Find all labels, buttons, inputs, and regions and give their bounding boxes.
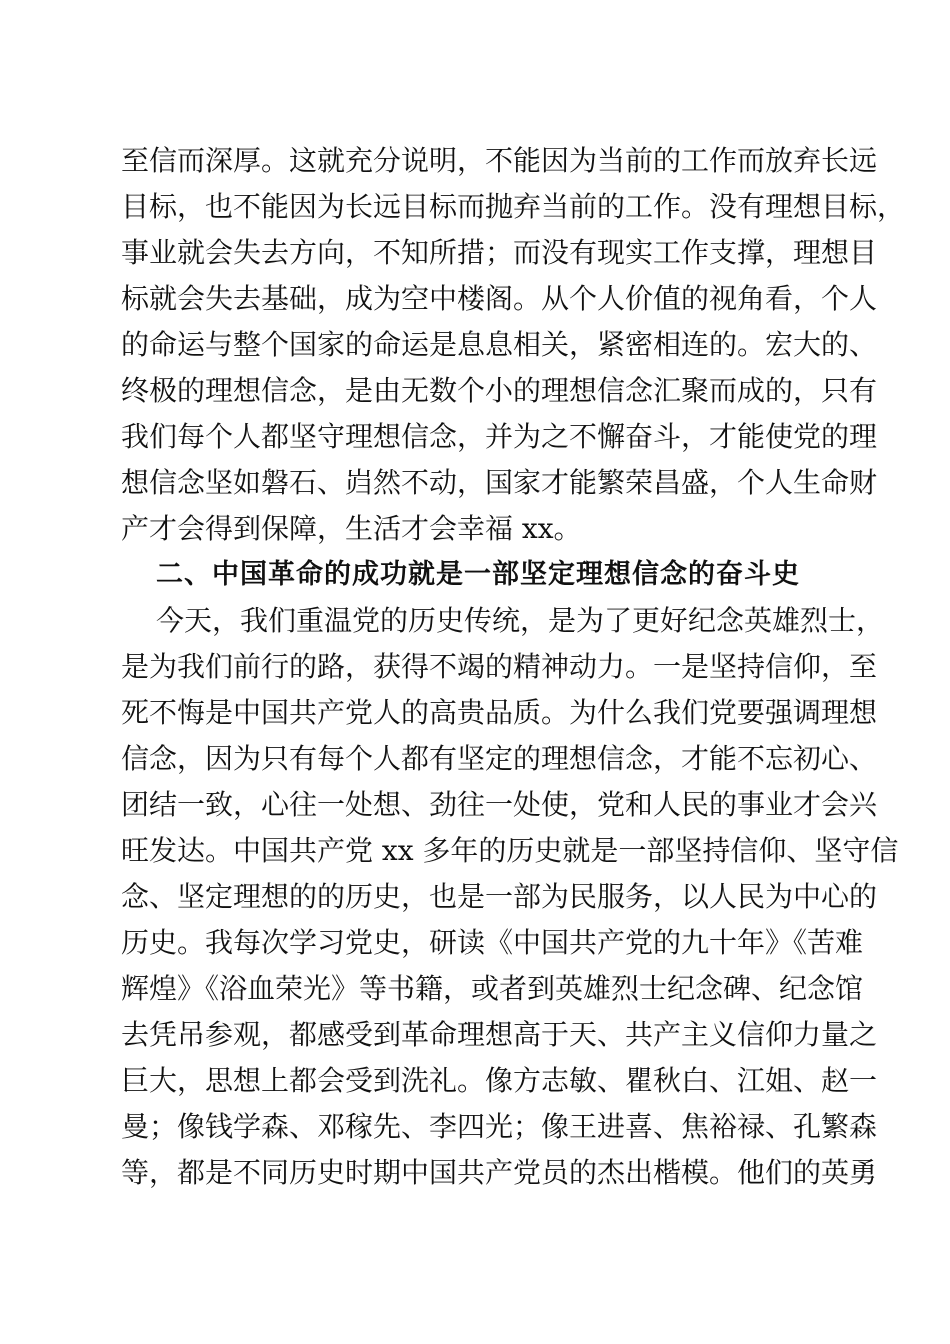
section-heading: 二、中国革命的成功就是一部坚定理想信念的奋斗史 xyxy=(156,559,800,590)
paragraph-1-line-2: 目标，也不能因为长远目标而抛弃当前的工作。没有理想目标， xyxy=(121,190,906,223)
paragraph-2-line-9: 辉煌》《浴血荣光》等书籍，或者到英雄烈士纪念碑、纪念馆 xyxy=(121,972,864,1005)
paragraph-2-line-5: 团结一致，心往一处想、劲往一处使，党和人民的事业才会兴 xyxy=(121,788,878,821)
paragraph-2-line-1: 今天，我们重温党的历史传统，是为了更好纪念英雄烈士， xyxy=(156,604,885,637)
paragraph-1-line-5: 的命运与整个国家的命运是息息相关，紧密相连的。宏大的、 xyxy=(121,328,878,361)
paragraph-2-line-8: 历史。我每次学习党史，研读《中国共产党的九十年》《苦难 xyxy=(121,926,864,959)
paragraph-1-line-9: 产才会得到保障，生活才会幸福 xx。 xyxy=(121,512,582,545)
paragraph-2-line-10: 去凭吊参观，都感受到革命理想高于天、共产主义信仰力量之 xyxy=(121,1018,878,1051)
paragraph-1-line-8: 想信念坚如磐石、岿然不动，国家才能繁荣昌盛，个人生命财 xyxy=(121,466,878,499)
paragraph-1-line-1: 至信而深厚。这就充分说明，不能因为当前的工作而放弃长远 xyxy=(121,144,878,177)
paragraph-2-line-7: 念、坚定理想的的历史，也是一部为民服务，以人民为中心的 xyxy=(121,880,878,913)
paragraph-1-line-4: 标就会失去基础，成为空中楼阁。从个人价值的视角看，个人 xyxy=(121,282,878,315)
paragraph-1-line-6: 终极的理想信念，是由无数个小的理想信念汇聚而成的，只有 xyxy=(121,374,878,407)
paragraph-2-line-13: 等，都是不同历史时期中国共产党员的杰出楷模。他们的英勇 xyxy=(121,1156,878,1189)
paragraph-1-line-3: 事业就会失去方向，不知所措；而没有现实工作支撑，理想目 xyxy=(121,236,878,269)
paragraph-2-line-11: 巨大，思想上都会受到洗礼。像方志敏、瞿秋白、江姐、赵一 xyxy=(121,1064,878,1097)
paragraph-2-line-2: 是为我们前行的路，获得不竭的精神动力。一是坚持信仰，至 xyxy=(121,650,878,683)
paragraph-2-line-4: 信念，因为只有每个人都有坚定的理想信念，才能不忘初心、 xyxy=(121,742,878,775)
paragraph-2-line-6: 旺发达。中国共产党 xx 多年的历史就是一部坚持信仰、坚守信 xyxy=(121,834,899,867)
paragraph-2-line-3: 死不悔是中国共产党人的高贵品质。为什么我们党要强调理想 xyxy=(121,696,878,729)
paragraph-1-line-7: 我们每个人都坚守理想信念，并为之不懈奋斗，才能使党的理 xyxy=(121,420,878,453)
paragraph-2-line-12: 曼；像钱学森、邓稼先、李四光；像王进喜、焦裕禄、孔繁森 xyxy=(121,1110,878,1143)
